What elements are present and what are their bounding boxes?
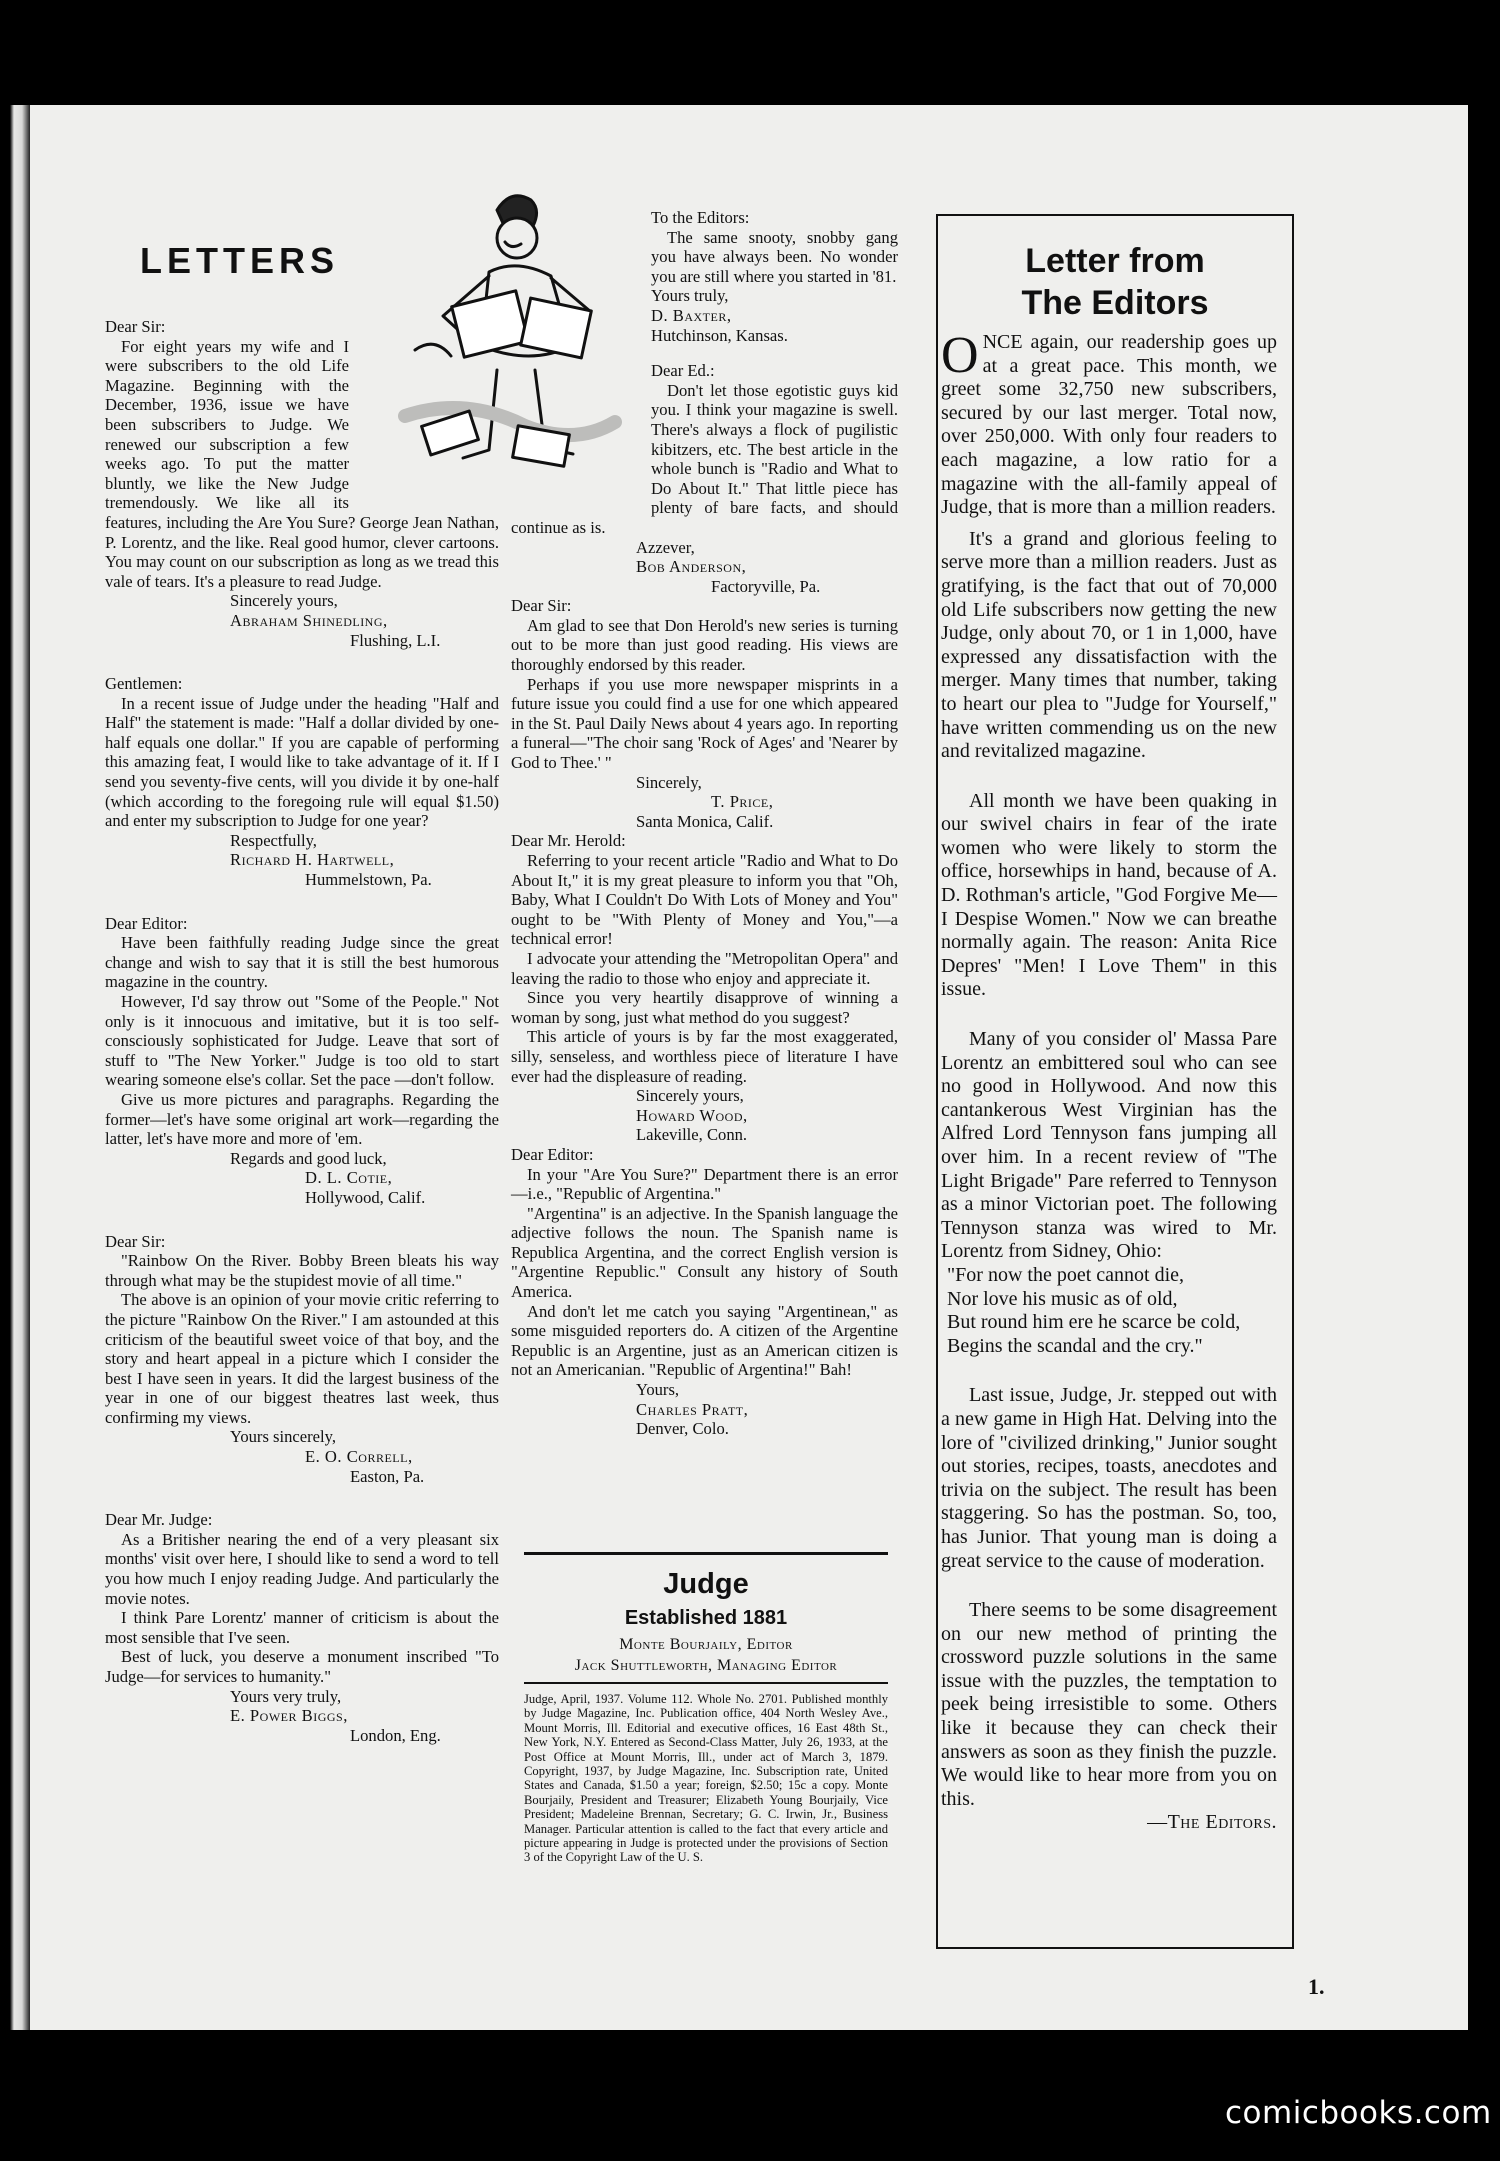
letter-body: Don't let those egotistic guys kid you. I think your magazine is swell. There's always a flock of pugilistic kibitzers, etc. The best article in the whole bunch is "Radio and What to Do About It." That little piece has plenty of bare facts, and should continue as is. <box>511 380 898 537</box>
letter-closing: Sincerely, <box>636 772 702 792</box>
letter-closing: Azzever, <box>636 537 695 557</box>
letter-closing: Regards and good luck, <box>230 1148 387 1168</box>
letter-location: Santa Monica, Calif. <box>636 811 774 831</box>
masthead-editor: Monte Bourjaily, Editor <box>619 1636 793 1653</box>
masthead-fine-print: Judge, April, 1937. Volume 112. Whole No. 2701. Published monthly by Judge Magazine, Inc. Publication office, 404 North Wesley Ave., Mount Morris, Ill. Editorial and executive offices, 16 East 48th St., New York, N.Y. Entered as Second-Class Matter, July 26, 1933, at the Post Office at Mount Morris, Ill., under act of March 3, 1879. Copyright, 1937, by Judge Magazine, Inc. Subscription rate, United States and Canada, $1.50 a year; foreign, $2.50; 15c a copy. Monte Bourjaily, President and Treasurer; Elizabeth Young Bourjaily, Vice President; Madeleine Brennan, Secretary; G. C. Irwin, Jr., Business Manager. Particular attention is called to the fact that every article and picture appearing in Judge is protected under the provisions of Section 3 of the Copyright Law of the U. S. <box>524 1692 888 1865</box>
letter-closing: Yours truly, <box>651 286 729 306</box>
masthead-managing-editor: Jack Shuttleworth, Managing Editor <box>524 1657 888 1684</box>
letter-location: Hollywood, Calif. <box>305 1187 426 1207</box>
letter-salutation: Gentlemen: <box>105 674 183 694</box>
letter-body: As a Britisher nearing the end of a very pleasant six months' visit over here, I should like to send a word to tell you how much I enjoy reading Judge. And particularly the movie notes. <box>105 1529 499 1608</box>
letter-body: In your "Are You Sure?" Department there is an error—i.e., "Republic of Argentina." <box>511 1164 898 1204</box>
letter-body: Have been faithfully reading Judge since the great change and wish to say that it is still the best humorous magazine in the country. <box>105 933 499 992</box>
letter-salutation: Dear Sir: <box>511 596 572 616</box>
editors-letter-paragraph: There seems to be some disagreement on our new method of printing the crossword puzzle solutions in the same issue with the puzzles, the temptation to peek being irresistible to some. Others like it because they can check their answers as soon as they finish the puzzle. We would like to hear more from you on this. <box>941 1599 1277 1810</box>
letter-closing: Yours very truly, <box>230 1686 342 1706</box>
letter-body: Perhaps if you use more newspaper misprints in a future issue you could find a use for one which appeared in the St. Paul Daily News about 4 years ago. In reporting a funeral—"The choir sang 'Rock of Ages' and 'Nearer by God to Thee.' " <box>511 674 898 773</box>
letter-body: Am glad to see that Don Herold's new series is turning out to be more than just good reading. His views are thoroughly endorsed by this reader. <box>511 615 898 675</box>
editors-letter-box <box>936 214 1294 1949</box>
letter-body: Give us more pictures and paragraphs. Regarding the former—let's have some original art work—regarding the latter, let's have more and more of 'em. <box>105 1089 499 1149</box>
letter-location: London, Eng. <box>350 1725 441 1745</box>
letter-location: Lakeville, Conn. <box>636 1125 748 1145</box>
masthead-established: Established 1881 <box>624 1607 788 1629</box>
letter-signature: E. O. Correll, <box>305 1447 413 1467</box>
letter-signature: Richard H. Hartwell, <box>230 850 395 870</box>
masthead-title: Judge <box>663 1568 749 1600</box>
letter-body: Referring to your recent article "Radio and What to Do About It," it is my great pleasure to inform you that "Oh, Baby, What I Couldn't Do With Lots of Money and You" ought to be "With Plenty of Money and You,"—a technical error! <box>511 851 898 949</box>
letter-salutation: Dear Editor: <box>511 1144 594 1164</box>
letter-body: For eight years my wife and I were subscribers to the old Life Magazine. Beginning with the December, 1936, issue we have been subscribers to Judge. We renewed our subscription a few weeks ago. To put the matter bluntly, we like the New Judge tremendously. We like all its features, including the Are You Sure? George Jean Nathan, P. Lorentz, and the like. Real good humor, clever cartoons. You may count on our subscription as long as we tread this vale of tears. It's a pleasure to read Judge. <box>105 336 499 591</box>
letter-signature: Bob Anderson, <box>636 557 747 577</box>
editors-signature: —The Editors. <box>1147 1811 1277 1834</box>
letter-closing: Respectfully, <box>230 830 317 850</box>
letter-signature: Abraham Shinedling, <box>230 610 388 630</box>
letter-signature: Charles Pratt, <box>636 1399 749 1419</box>
letter-body: "Rainbow On the River. Bobby Breen bleats his way through what may be the stupidest movie of all time." <box>105 1251 499 1290</box>
letter-body: The same snooty, snobby gang you have always been. No wonder you are still where you started in '81. <box>651 227 898 286</box>
letter-body: Best of luck, you deserve a monument inscribed "To Judge—for services to humanity." <box>105 1647 499 1686</box>
letter-body: In a recent issue of Judge under the heading "Half and Half" the statement is made: "Half a dollar divided by one-half equals one dollar." If you are capable of performing this amazing feat, I would like to take advantage of it. If I send you seventy-five cents, will you divide it by one-half (which according to the foregoing rule will equal $1.50) and enter my subscription to Judge for one year? <box>105 693 499 831</box>
letter-salutation: Dear Sir: <box>105 317 166 336</box>
letter-body: "Argentina" is an adjective. In the Spanish language the adjective follows the noun. The Spanish name is Republica Argentina, and the correct English version is "Argentine Republic." Consult any history of South America. <box>511 1203 898 1302</box>
letter-body: Since you very heartily disapprove of winning a woman by song, just what method do you suggest? <box>511 988 898 1027</box>
letter-closing: Yours sincerely, <box>230 1427 337 1447</box>
letter-location: Factoryville, Pa. <box>711 576 821 596</box>
letter-signature: D. L. Cotie, <box>305 1168 393 1188</box>
letter-signature: T. Price, <box>711 792 774 812</box>
letter-closing: Yours, <box>636 1380 680 1400</box>
letter-location: Denver, Colo. <box>636 1419 729 1439</box>
site-watermark: comicbooks.com <box>1225 2095 1492 2131</box>
letter-salutation: To the Editors: <box>651 208 750 227</box>
masthead <box>524 1552 888 1865</box>
editors-letter-paragraph: All month we have been quaking in our swivel chairs in fear of the irate women who were likely to storm the office, horsewhips in hand, because of A. D. Rothman's article, "God Forgive Me—I Despise Women." Now we can breathe normally again. The reason: Anita Rice Depres' "Men! I Love Them" in this issue. <box>941 789 1277 1001</box>
letter-signature: D. Baxter, <box>651 305 732 325</box>
editors-letter-paragraph: It's a grand and glorious feeling to serve more than a million readers. Just as gratifying, is the fact that out of 70,000 old Life subscribers now getting the new Judge, only about 70, or 1 in 1,000, have expressed any dissatisfaction with the merger. Many times that number, taking to heart our plea to "Judge for Yourself," have written commending us on the new and revitalized magazine. <box>941 527 1277 763</box>
letter-salutation: Dear Mr. Judge: <box>105 1510 213 1530</box>
letter-salutation: Dear Mr. Herold: <box>511 831 626 851</box>
letter-closing: Sincerely yours, <box>636 1086 744 1106</box>
editors-letter-paragraph: ONCE again, our readership goes up at a great pace. This month, we greet some 32,750 new subscribers, secured by our last merger. Total now, over 250,000. With only four readers to each magazine, a low ratio for a magazine with the all-family appeal of Judge, that is more than a million readers. <box>941 327 1277 519</box>
letter-salutation: Dear Editor: <box>105 913 188 933</box>
drop-cap: O <box>941 327 979 384</box>
letter-body: This article of yours is by far the most exaggerated, silly, senseless, and worthless piece of literature I have ever had the displeasure of reading. <box>511 1027 898 1086</box>
letter-salutation: Dear Ed.: <box>651 361 715 381</box>
letter-body: And don't let me catch you saying "Argentinean," as some misguided reporters do. A citizen of the Argentine Republic is an Argentine, just as an American citizen is not an Americanian. "Republic of Argentina!" Bah! <box>511 1301 898 1380</box>
letter-location: Hummelstown, Pa. <box>305 870 432 890</box>
book-spine <box>0 105 30 2030</box>
letter-salutation: Dear Sir: <box>105 1231 166 1251</box>
letter-closing: Sincerely yours, <box>230 591 338 611</box>
letters-heading: LETTERS <box>140 240 340 281</box>
editors-letter-paragraph: Many of you consider ol' Massa Pare Lorentz an embittered soul who can see no good in Hollywood. And now this cantankerous West Virginian has the Alfred Lord Tennyson fans jumping all over him. In a recent review of "The Light Brigade" Pare referred to Tennyson as a minor Victorian poet. The following Tennyson stanza was wired to Mr. Lorentz from Sidney, Ohio: <box>941 1028 1277 1263</box>
letter-location: Flushing, L.I. <box>350 630 441 650</box>
letter-body: The above is an opinion of your movie critic referring to the picture "Rainbow On the River." I am astounded at this criticism of the beautiful sweet voice of that boy, and the story and heart appeal in a picture which I consider the best I have seen in years. It did the largest business of the year in one of our biggest theatres last week, thus confirming my views. <box>105 1290 499 1427</box>
letter-signature: E. Power Biggs, <box>230 1706 348 1726</box>
tennyson-stanza: "For now the poet cannot die, Nor love his music as of old, But round him ere he scarce be cold, Begins the scandal and the cry." <box>947 1263 1241 1357</box>
page-number: 1. <box>1308 1974 1325 1999</box>
letter-body: I think Pare Lorentz' manner of criticism is about the most sensible that I've seen. <box>105 1608 499 1647</box>
letter-body: I advocate your attending the "Metropolitan Opera" and leaving the radio to those who enjoy and appreciate it. <box>511 948 898 988</box>
letter-location: Easton, Pa. <box>350 1466 425 1486</box>
editors-letter-body <box>938 327 1292 1835</box>
letter-location: Hutchinson, Kansas. <box>651 325 788 345</box>
letters-column-middle <box>511 208 898 1439</box>
letter-body: However, I'd say throw out "Some of the People." Not only is it innocuous and imitative, but it is too self-consciously sophisticated for Judge. Leave that sort of stuff to "The New Yorker." Judge is too old to start wearing someone else's collar. Set the pace —don't follow. <box>105 992 499 1090</box>
editors-letter-title: Letter from The Editors <box>1021 242 1209 322</box>
letter-signature: Howard Wood, <box>636 1105 748 1125</box>
editors-letter-paragraph: Last issue, Judge, Jr. stepped out with a new game in High Hat. Delving into the lore of "civilized drinking," Junior sought out stories, recipes, toasts, anecdotes and trivia on the subject. The result has been staggering. So has the postman. So, too, has Junior. That young man is doing a great service to the cause of moderation. <box>941 1384 1277 1572</box>
letters-column-left <box>105 245 499 1745</box>
